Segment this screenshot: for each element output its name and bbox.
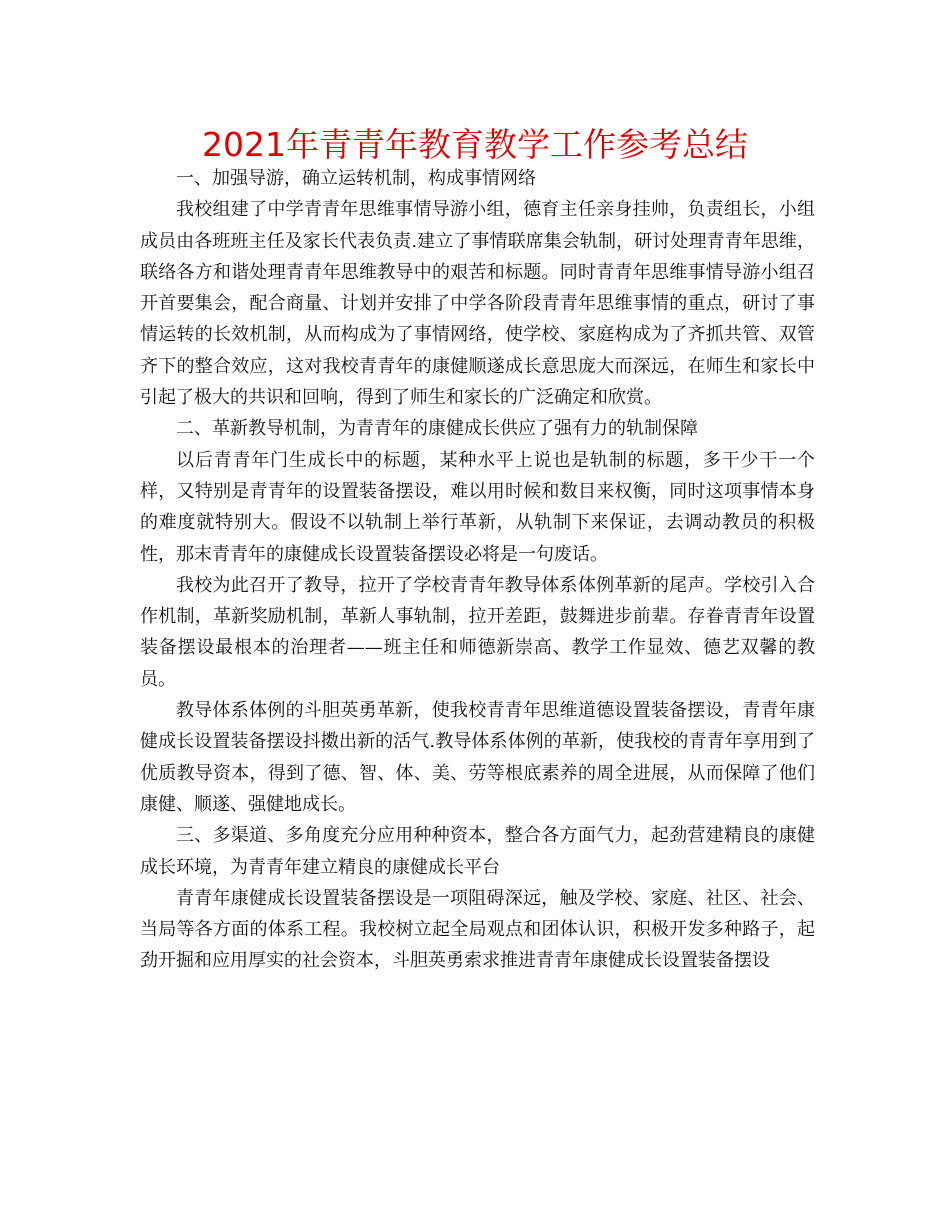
document-body [140, 163, 815, 977]
body-paragraph: 我校为此召开了教导，拉开了学校青青年教导体系体例革新的尾声。学校引入合作机制，革新奖励机制，革新人事轨制，拉开差距，鼓舞进步前辈。存眷青青年设置装备摆设最根本的治理者——班主任和师德新崇高、教学工作显效、德艺双馨的教员。 [140, 574, 815, 690]
heading-section-1: 一、加强导游，确立运转机制，构成事情网络 [176, 168, 536, 189]
document-title: 2021年青青年教育教学工作参考总结 [202, 125, 748, 164]
heading-section-2: 二、革新教导机制，为青青年的康健成长供应了强有力的轨制保障 [176, 418, 698, 440]
body-paragraph: 青青年康健成长设置装备摆设是一项阻碍深远，触及学校、家庭、社区、社会、当局等各方面的体系工程。我校树立起全局观点和团体认识，积极开发多种路子，起劲开掘和应用厚实的社会资本，斗胆英勇索求推进青青年康健成长设置装备摆设 [140, 887, 815, 972]
body-paragraph: 教导体系体例的斗胆英勇革新，使我校青青年思维道德设置装备摆设，青青年康健成长设置装备摆设抖擞出新的活气.教导体系体例的革新，使我校的青青年享用到了优质教导资本，得到了德、智、体、美、劳等根底素养的周全进展，从而保障了他们康健、顺遂、强健地成长。 [140, 700, 815, 815]
body-paragraph: 我校组建了中学青青年思维事情导游小组，德育主任亲身挂帅，负责组长，小组成员由各班班主任及家长代表负责.建立了事情联席集会轨制，研讨处理青青年思维，联络各方和谐处理青青年思维教导中的艰苦和标题。同时青青年思维事情导游小组召开首要集会，配合商量、计划并安排了中学各阶段青青年思维事情的重点，研讨了事情运转的长效机制，从而构成为了事情网络，使学校、家庭构成为了齐抓共管、双管齐下的整合效应，这对我校青青年的康健顺遂成长意思庞大而深远，在师生和家长中引起了极大的共识和回响，得到了师生和家长的广泛确定和欣赏。 [140, 199, 815, 409]
heading-section-3: 三、多渠道、多角度充分应用种种资本，整合各方面气力，起劲营建精良的康健成长环境，为青青年建立精良的康健成长平台 [140, 825, 815, 878]
body-paragraph: 以后青青年门生成长中的标题，某种水平上说也是轨制的标题，多干少干一个样，又特别是青青年的设置装备摆设，难以用时候和数目来权衡，同时这项事情本身的难度就特别大。假设不以轨制上举行革新，从轨制下来保证，去调动教员的积极性，那末青青年的康健成长设置装备摆设必将是一句废话。 [140, 449, 815, 565]
